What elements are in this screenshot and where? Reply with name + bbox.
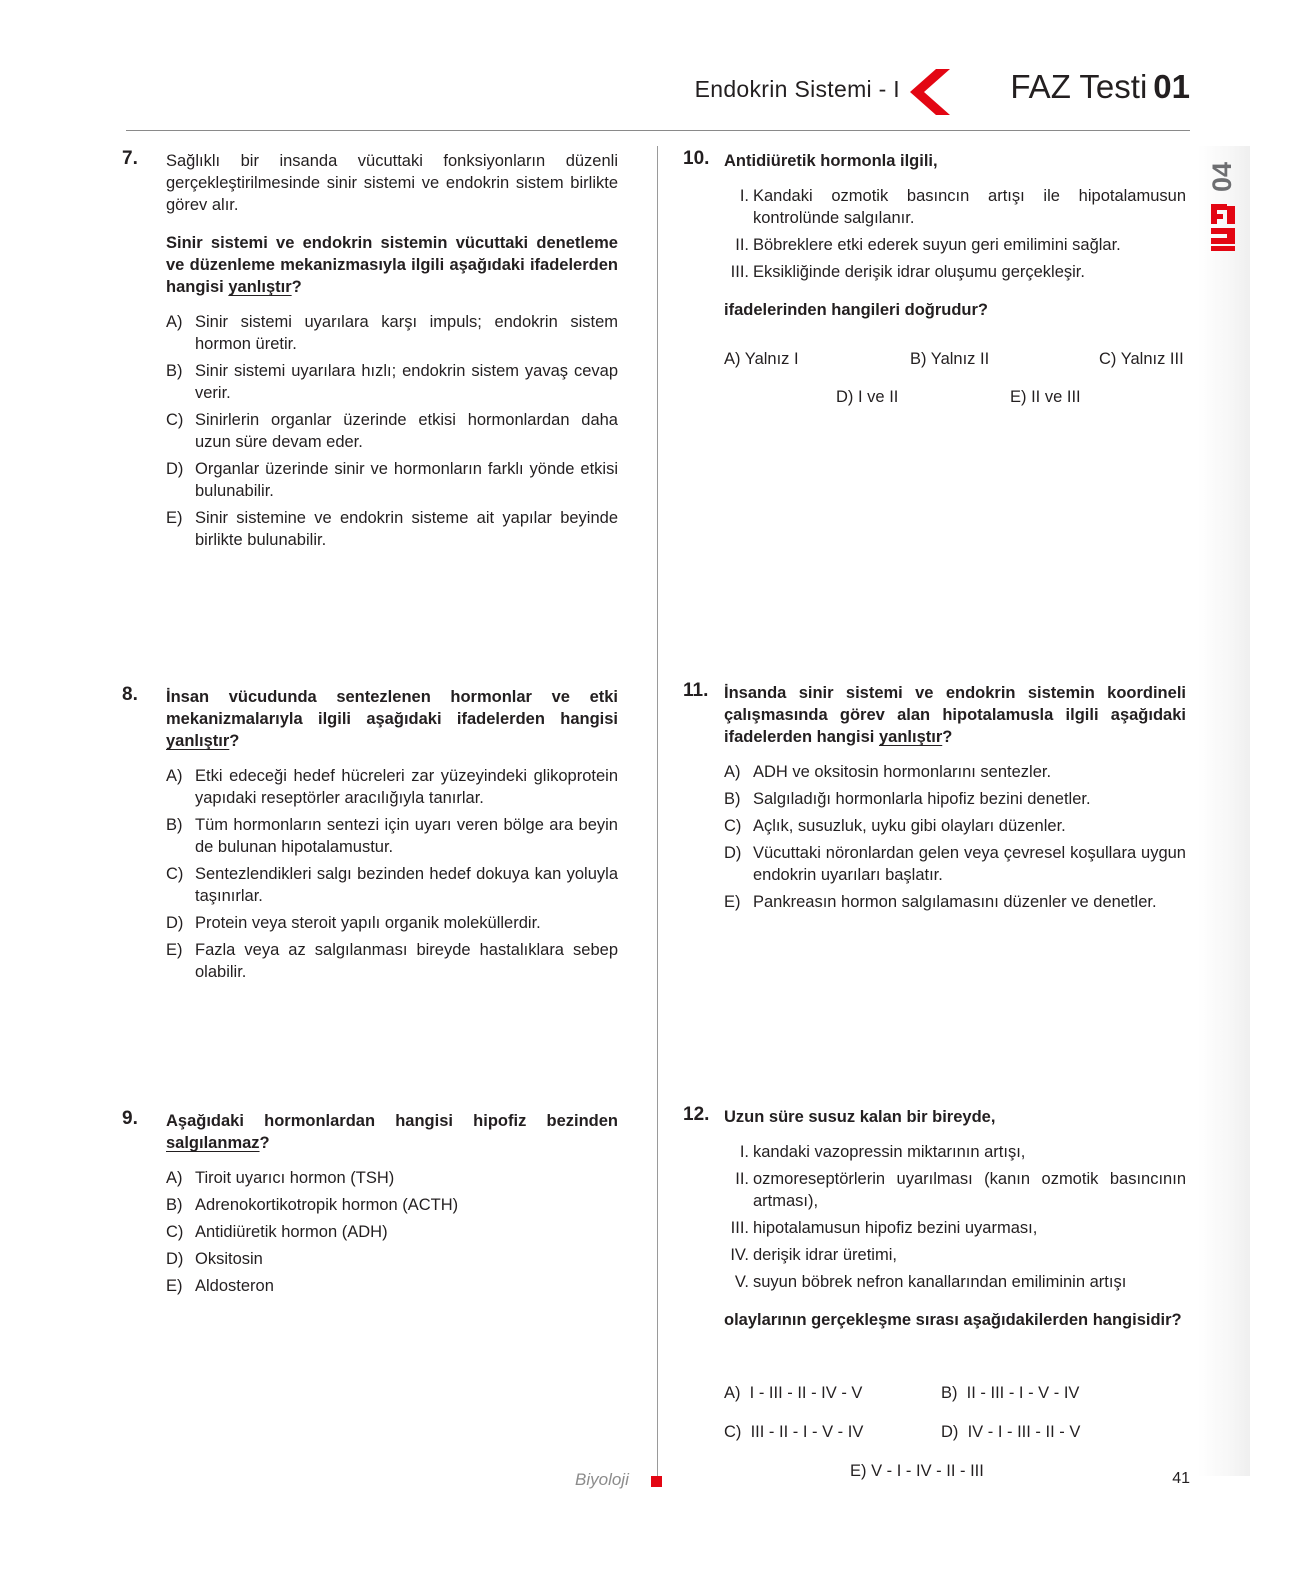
option-letter: C)	[724, 1423, 742, 1441]
option-text: Yalnız II	[930, 350, 990, 368]
option[interactable]	[166, 1221, 618, 1243]
statement-text: suyun böbrek nefron kanallarından emiliminin artışı	[753, 1273, 1127, 1291]
option[interactable]	[910, 348, 989, 370]
option[interactable]	[166, 765, 618, 809]
option-text: Fazla veya az salgılanması bireyde hastalıklara sebep olabilir.	[195, 941, 618, 981]
option-letter: C)	[724, 817, 742, 835]
stem-text: İnsanda sinir sistemi ve endokrin sistemin koordineli çalışmasında görev alan hipotalamusla ilgili aşağıdaki ifadelerden hangisi	[724, 684, 1186, 746]
option-letter: B)	[166, 1196, 183, 1214]
option-letter: B)	[166, 362, 183, 380]
test-title-word: FAZ Testi	[1010, 68, 1148, 105]
option[interactable]	[166, 458, 618, 502]
option-text: Pankreasın hormon salgılamasını düzenler ve denetler.	[753, 893, 1157, 911]
footer-square-icon	[651, 1476, 662, 1487]
option[interactable]	[166, 939, 618, 983]
statement-text: ozmoreseptörlerin uyarılması (kanın ozmotik basıncının artması),	[753, 1170, 1186, 1210]
option-letter: D)	[836, 388, 854, 406]
question-prompt: olaylarının gerçekleşme sırası aşağıdakilerden hangisidir?	[724, 1311, 1182, 1329]
option[interactable]	[166, 863, 618, 907]
option[interactable]	[166, 311, 618, 355]
side-tab-number	[1207, 150, 1241, 194]
option-letter: D)	[724, 844, 742, 862]
option-text: I - III - II - IV - V	[749, 1384, 863, 1402]
option-text: ADH ve oksitosin hormonlarını sentezler.	[753, 763, 1052, 781]
option-text: Sinirlerin organlar üzerinde etkisi hormonlardan daha uzun süre devam eder.	[195, 411, 618, 451]
side-tab-number-text: 04	[1207, 161, 1237, 192]
stem-text: Sinir sistemi ve endokrin sistemin vücuttaki denetleme ve düzenleme mekanizmasıyla ilgili aşağıdaki ifadelerden hangisi	[166, 234, 618, 296]
option-text: Antidiüretik hormon (ADH)	[195, 1223, 388, 1241]
side-tab	[1198, 146, 1250, 1476]
option-letter: C)	[166, 865, 184, 883]
question-intro: Sağlıklı bir insanda vücuttaki fonksiyonların düzenli gerçekleştirilmesinde sinir sistemi ve endokrin sistem birlikte görev alır.	[166, 152, 618, 214]
option[interactable]	[166, 409, 618, 453]
option[interactable]	[724, 348, 799, 370]
option-text: III - II - I - V - IV	[750, 1423, 864, 1441]
option-letter: C)	[166, 1223, 184, 1241]
section-title: Endokrin Sistemi - I	[694, 76, 900, 102]
option-text: Aldosteron	[195, 1277, 274, 1295]
option-text: IV - I - III - II - V	[967, 1423, 1081, 1441]
option[interactable]	[724, 761, 1186, 783]
option-letter: A)	[166, 767, 183, 785]
option-text: II - III - I - V - IV	[966, 1384, 1080, 1402]
stem-underlined: yanlıştır	[228, 278, 292, 296]
option[interactable]	[724, 1421, 863, 1443]
option[interactable]	[850, 1460, 984, 1482]
question-stem	[166, 686, 618, 752]
option-text: Tiroit uyarıcı hormon (TSH)	[195, 1169, 395, 1187]
question-stem: Uzun süre susuz kalan bir bireyde,	[724, 1108, 996, 1126]
option-letter: E)	[724, 893, 741, 911]
option-text: V - I - IV - II - III	[871, 1462, 984, 1480]
question-8	[166, 686, 618, 983]
option[interactable]	[724, 815, 1186, 837]
option-letter: E)	[166, 509, 183, 527]
option-text: Tüm hormonların sentezi için uyarı veren bölge ara beyin de bulunan hipotalamustur.	[195, 816, 618, 856]
statement-numeral: IV.	[730, 1246, 749, 1264]
option-letter: E)	[850, 1462, 867, 1480]
option[interactable]	[724, 788, 1186, 810]
option-text: Yalnız III	[1120, 350, 1184, 368]
question-number: 7.	[122, 148, 138, 169]
statement-numeral: II.	[735, 236, 749, 254]
header-divider	[126, 130, 1190, 131]
option-letter: D)	[166, 460, 184, 478]
option-letter: A)	[724, 1384, 741, 1402]
option-letter: E)	[1010, 388, 1027, 406]
option[interactable]	[166, 814, 618, 858]
option[interactable]	[724, 891, 1186, 913]
option-letter: B)	[910, 350, 927, 368]
option-text: Adrenokortikotropik hormon (ACTH)	[195, 1196, 459, 1214]
statement-text: kandaki vazopressin miktarının artışı,	[753, 1143, 1026, 1161]
question-number: 10.	[683, 148, 710, 169]
option[interactable]	[166, 360, 618, 404]
question-prompt: ifadelerinden hangileri doğrudur?	[724, 301, 989, 319]
stem-underlined: yanlıştır	[166, 732, 230, 750]
statement	[724, 234, 1186, 256]
option-letter: A)	[166, 313, 183, 331]
statement-numeral: III.	[730, 1219, 749, 1237]
option[interactable]	[166, 1167, 618, 1189]
question-number: 9.	[122, 1108, 138, 1129]
option[interactable]	[166, 1248, 618, 1270]
option-letter: D)	[941, 1423, 959, 1441]
statement	[724, 1244, 1186, 1266]
option[interactable]	[941, 1382, 1079, 1404]
question-9	[166, 1110, 618, 1297]
option-letter: A)	[724, 763, 741, 781]
statement-numeral: II.	[735, 1170, 749, 1188]
footer-subject: Biyoloji	[575, 1470, 629, 1489]
question-11	[724, 682, 1186, 913]
statement	[724, 261, 1186, 283]
statement-text: Böbreklere etki ederek suyun geri emilimini sağlar.	[753, 236, 1121, 254]
option-letter: D)	[166, 1250, 184, 1268]
option-letter: B)	[941, 1384, 958, 1402]
option-letter: C)	[1099, 350, 1117, 368]
stem-end: ?	[229, 732, 240, 750]
option[interactable]	[1010, 386, 1081, 408]
option-text: Açlık, susuzluk, uyku gibi olayları düzenler.	[753, 817, 1066, 835]
option-text: II ve III	[1031, 388, 1081, 406]
option-text: Protein veya steroit yapılı organik moleküllerdir.	[195, 914, 541, 932]
option[interactable]	[836, 386, 898, 408]
statement-numeral: III.	[730, 263, 749, 281]
statement-numeral: I.	[739, 187, 749, 205]
option[interactable]	[941, 1421, 1080, 1443]
option-letter: E)	[166, 941, 183, 959]
stem-underlined: salgılanmaz	[166, 1134, 260, 1152]
question-stem	[724, 682, 1186, 748]
option-text: Organlar üzerinde sinir ve hormonların farklı yönde etkisi bulunabilir.	[195, 460, 618, 500]
statement-text: derişik idrar üretimi,	[753, 1246, 897, 1264]
option-letter: C)	[166, 411, 184, 429]
stem-text: İnsan vücudunda sentezlenen hormonlar ve etki mekanizmalarıyla ilgili aşağıdaki ifadelerden hangisi	[166, 688, 618, 728]
stem-end: ?	[291, 278, 302, 296]
option-text: Vücuttaki nöronlardan gelen veya çevresel koşullara uygun endokrin uyarıları başlatır.	[753, 844, 1186, 884]
option-letter: D)	[166, 914, 184, 932]
option[interactable]	[724, 1382, 862, 1404]
statement	[724, 1168, 1186, 1212]
option-text: Sentezlendikleri salgı bezinden hedef dokuya kan yoluyla taşınırlar.	[195, 865, 618, 905]
option-text: Sinir sistemi uyarılara hızlı; endokrin sistem yavaş cevap verir.	[195, 362, 618, 402]
question-number: 11.	[683, 680, 709, 701]
statement-text: Kandaki ozmotik basıncın artışı ile hipotalamusun kontrolünde salgılanır.	[753, 187, 1186, 227]
statement	[724, 185, 1186, 229]
option-text: Oksitosin	[195, 1250, 263, 1268]
statement-text: Eksikliğinde derişik idrar oluşumu gerçekleşir.	[753, 263, 1085, 281]
option-text: Salgıladığı hormonlarla hipofiz bezini denetler.	[753, 790, 1091, 808]
question-stem: Antidiüretik hormonla ilgili,	[724, 152, 938, 170]
chevron-logo-icon	[906, 69, 950, 115]
option-text: Etki edeceği hedef hücreleri zar yüzeyindeki glikoprotein yapıdaki reseptörler aracılığıyla tanırlar.	[195, 767, 618, 807]
test-title	[960, 68, 1190, 106]
question-number: 8.	[122, 684, 138, 705]
option-text: Sinir sistemine ve endokrin sisteme ait yapılar beyinde birlikte bulunabilir.	[195, 509, 618, 549]
stem-text: Aşağıdaki hormonlardan hangisi hipofiz bezinden	[166, 1112, 618, 1130]
question-stem	[166, 232, 618, 298]
stem-end: ?	[259, 1134, 270, 1152]
stem-end: ?	[942, 728, 953, 746]
question-stem	[166, 1110, 618, 1154]
option[interactable]	[166, 912, 618, 934]
statement-text: hipotalamusun hipofiz bezini uyarması,	[753, 1219, 1038, 1237]
statement-numeral: V.	[734, 1273, 749, 1291]
option-letter: B)	[166, 816, 183, 834]
option-letter: E)	[166, 1277, 183, 1295]
question-10	[724, 150, 1186, 321]
option[interactable]	[166, 1194, 618, 1216]
question-number: 12.	[683, 1104, 710, 1125]
option[interactable]	[1099, 348, 1184, 370]
statement	[724, 1271, 1186, 1293]
option-text: Yalnız I	[744, 350, 799, 368]
statement	[724, 1141, 1186, 1163]
stem-underlined: yanlıştır	[878, 728, 943, 746]
option-letter: A)	[166, 1169, 183, 1187]
page-number: 41	[1172, 1470, 1190, 1487]
option[interactable]	[166, 507, 618, 551]
question-7	[166, 150, 618, 551]
option[interactable]	[724, 842, 1186, 886]
test-number: 01	[1153, 68, 1190, 105]
option-letter: A)	[724, 350, 741, 368]
option-letter: B)	[724, 790, 741, 808]
option-text: Sinir sistemi uyarılara karşı impuls; endokrin sistem hormon üretir.	[195, 313, 618, 353]
option[interactable]	[166, 1275, 618, 1297]
question-12	[724, 1106, 1186, 1331]
column-divider	[657, 146, 658, 1476]
statement-numeral: I.	[739, 1143, 749, 1161]
statement	[724, 1217, 1186, 1239]
faz-logo-icon	[1207, 202, 1239, 252]
option-text: I ve II	[858, 388, 899, 406]
